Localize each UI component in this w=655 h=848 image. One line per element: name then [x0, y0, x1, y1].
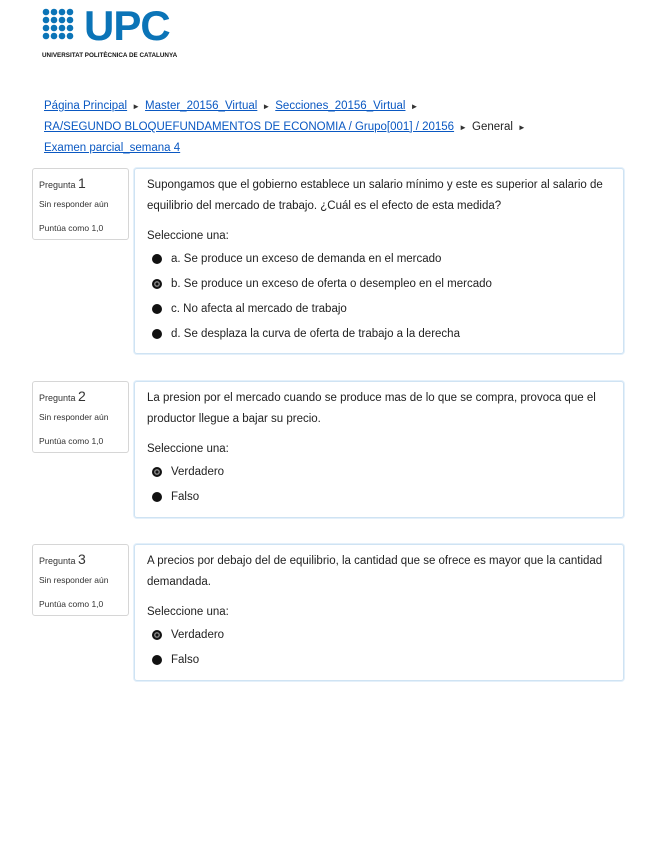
question-prompt: Seleccione una: — [147, 606, 229, 618]
breadcrumb-home-link[interactable]: Página Principal — [44, 100, 128, 112]
question-state: Sin responder aún — [39, 199, 109, 209]
upc-dots-icon — [42, 8, 80, 46]
answer-list — [147, 459, 611, 509]
answer-option[interactable]: b. Se produce un exceso de oferta o desempleo en el mercado — [147, 271, 611, 296]
breadcrumb-exam-link[interactable]: Examen parcial_semana 4 — [44, 142, 181, 154]
logo-subtitle: UNIVERSITAT POLITÈCNICA DE CATALUNYA — [42, 52, 178, 59]
upc-logo — [42, 2, 192, 62]
radio-icon[interactable] — [152, 329, 162, 339]
radio-icon[interactable] — [152, 304, 162, 314]
breadcrumb-course-link[interactable]: RA/SEGUNDO BLOQUEFUNDAMENTOS DE ECONOMIA / Grupo[001] / 20156 — [44, 121, 455, 133]
breadcrumb-general: General — [472, 121, 513, 133]
question-grade: Puntúa como 1,0 — [39, 436, 104, 446]
question-info — [32, 168, 129, 240]
question-prompt: Seleccione una: — [147, 230, 229, 242]
question-content — [134, 381, 624, 518]
answer-option[interactable]: Verdadero — [147, 459, 611, 484]
question-number: Pregunta 3 — [39, 551, 86, 567]
answer-list — [147, 246, 611, 346]
answer-option[interactable]: Verdadero — [147, 622, 611, 647]
answer-option[interactable]: c. No afecta al mercado de trabajo — [147, 296, 611, 321]
breadcrumb-separator-icon: ► — [459, 123, 467, 132]
answer-option[interactable]: d. Se desplaza la curva de oferta de trabajo a la derecha — [147, 321, 611, 346]
question-content — [134, 168, 624, 354]
question-state: Sin responder aún — [39, 412, 109, 422]
question-grade: Puntúa como 1,0 — [39, 599, 104, 609]
breadcrumb — [44, 96, 604, 158]
question-text: La presion por el mercado cuando se produce mas de lo que se compra, provoca que el productor llegue a bajar su precio. — [147, 392, 596, 425]
question-info — [32, 544, 129, 616]
radio-icon[interactable] — [152, 467, 162, 477]
radio-icon[interactable] — [152, 492, 162, 502]
logo-wordmark: UPC — [84, 2, 170, 49]
radio-icon[interactable] — [152, 630, 162, 640]
question-prompt: Seleccione una: — [147, 443, 229, 455]
radio-icon[interactable] — [152, 254, 162, 264]
question-info — [32, 381, 129, 453]
radio-icon[interactable] — [152, 655, 162, 665]
breadcrumb-secciones-link[interactable]: Secciones_20156_Virtual — [275, 100, 406, 112]
breadcrumb-separator-icon: ► — [132, 102, 141, 111]
question-grade: Puntúa como 1,0 — [39, 223, 104, 233]
breadcrumb-separator-icon: ► — [410, 102, 419, 111]
breadcrumb-master-link[interactable]: Master_20156_Virtual — [145, 100, 258, 112]
question-number: Pregunta 2 — [39, 388, 86, 404]
question-state: Sin responder aún — [39, 575, 109, 585]
question-number: Pregunta 1 — [39, 175, 86, 191]
breadcrumb-separator-icon: ► — [262, 102, 271, 111]
answer-option[interactable]: Falso — [147, 647, 611, 672]
answer-list — [147, 622, 611, 672]
answer-option[interactable]: Falso — [147, 484, 611, 509]
question-text: A precios por debajo del de equilibrio, la cantidad que se ofrece es mayor que la cantidad demandada. — [147, 555, 603, 588]
radio-icon[interactable] — [152, 279, 162, 289]
question-content — [134, 544, 624, 681]
breadcrumb-separator-icon: ► — [517, 123, 526, 132]
question-text: Supongamos que el gobierno establece un salario mínimo y este es superior al salario de equilibrio del mercado de trabajo. ¿Cuál es el efecto de esta medida? — [147, 179, 603, 212]
answer-option[interactable]: a. Se produce un exceso de demanda en el mercado — [147, 246, 611, 271]
